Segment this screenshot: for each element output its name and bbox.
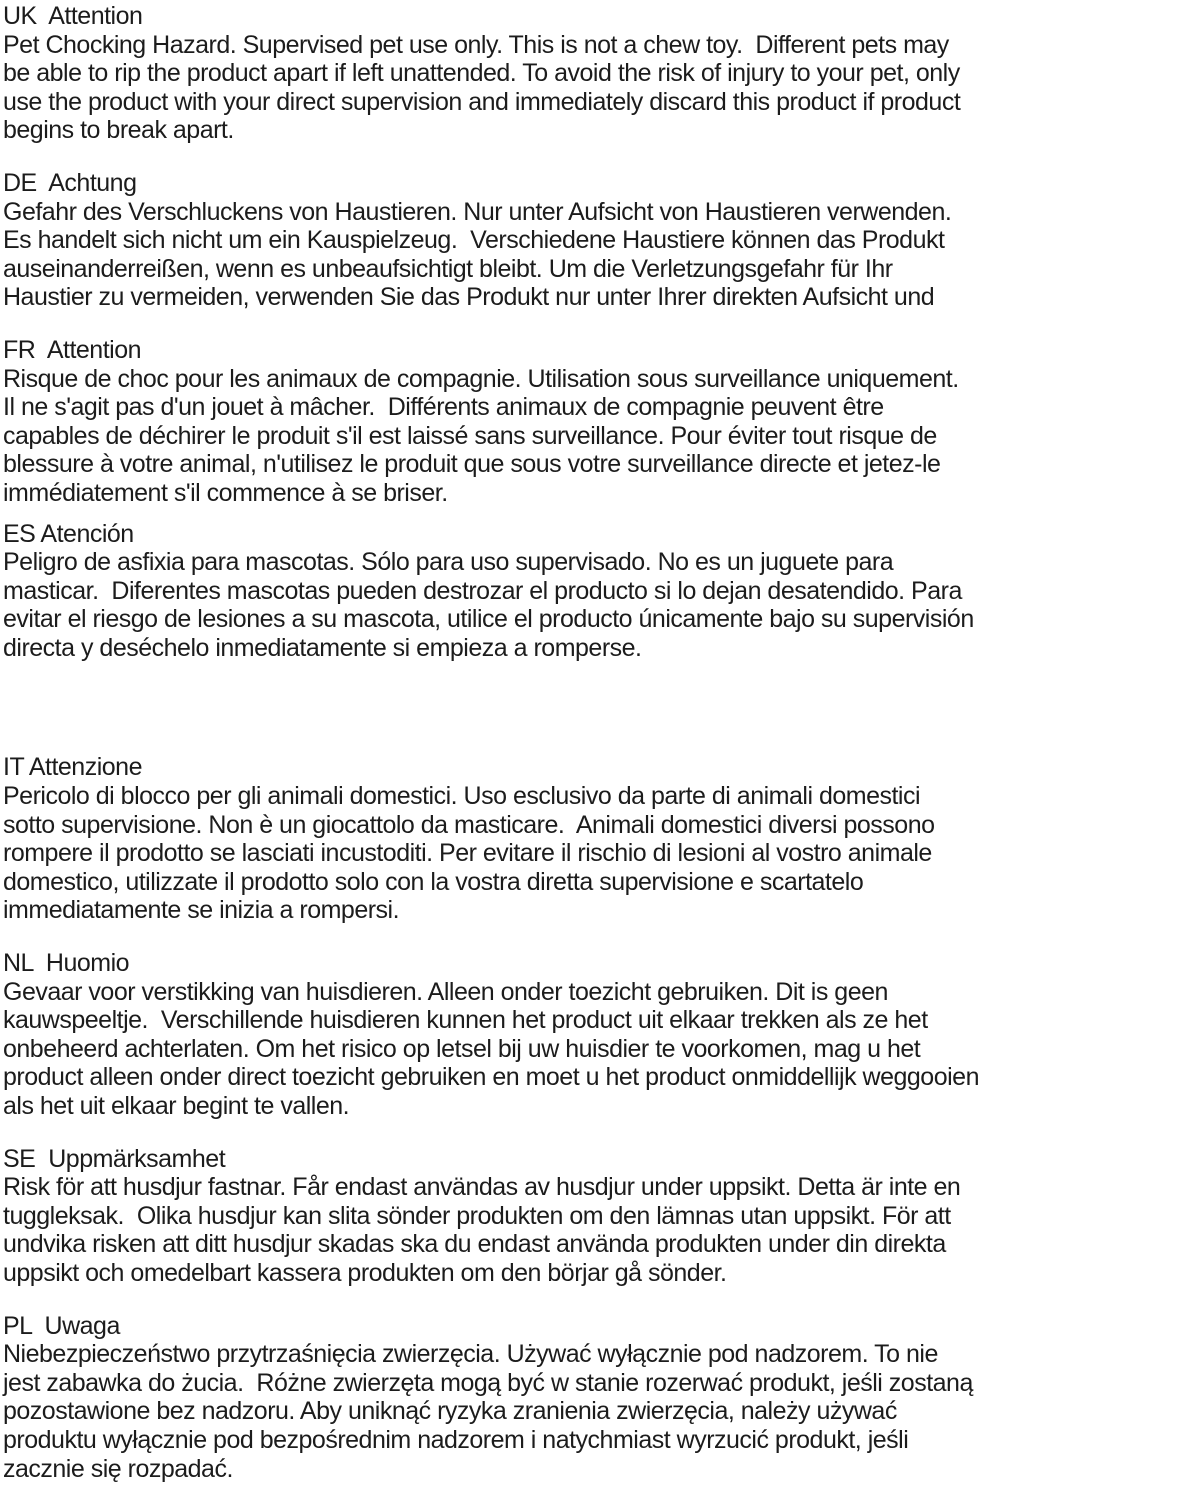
text-line: Pet Chocking Hazard. Supervised pet use only. This is not a chew toy. Different pets may xyxy=(3,30,949,59)
section-heading: FR Attention xyxy=(3,335,142,364)
text-line: begins to break apart. xyxy=(3,116,234,145)
text-line: directa y deséchelo inmediatamente si empieza a romperse. xyxy=(3,633,642,662)
text-line: domestico, utilizzate il prodotto solo con la vostra diretta supervisione e scartatelo xyxy=(3,867,864,896)
text-line: Gefahr des Verschluckens von Haustieren. Nur unter Aufsicht von Haustieren verwenden. xyxy=(3,197,952,226)
text-line: Pericolo di blocco per gli animali domestici. Uso esclusivo da parte di animali domestici xyxy=(3,782,921,811)
text-line: evitar el riesgo de lesiones a su mascota, utilice el producto únicamente bajo su supervisión xyxy=(3,605,974,634)
text-line: produktu wyłącznie pod bezpośrednim nadzorem i natychmiast wyrzucić produkt, jeśli xyxy=(3,1425,909,1454)
text-line: Peligro de asfixia para mascotas. Sólo para uso supervisado. No es un juguete para xyxy=(3,548,894,577)
text-line: Es handelt sich nicht um ein Kauspielzeug. Verschiedene Haustiere können das Produkt xyxy=(3,226,945,255)
text-line: rompere il prodotto se lasciati incustoditi. Per evitare il rischio di lesioni al vostro animale xyxy=(3,839,932,868)
section-heading: DE Achtung xyxy=(3,168,137,197)
text-line: immediatamente se inizia a rompersi. xyxy=(3,896,400,925)
text-line: Risque de choc pour les animaux de compagnie. Utilisation sous surveillance uniquement. xyxy=(3,364,959,393)
text-line: pozostawione bez nadzoru. Aby uniknąć ryzyka zranienia zwierzęcia, należy używać xyxy=(3,1397,897,1426)
text-line: be able to rip the product apart if left unattended. To avoid the risk of injury to your pet, only xyxy=(3,59,960,88)
warning-section-it xyxy=(3,753,1197,925)
text-line: Il ne s'agit pas d'un jouet à mâcher. Différents animaux de compagnie peuvent être xyxy=(3,393,884,422)
section-heading: IT Attenzione xyxy=(3,753,142,782)
text-line: Haustier zu vermeiden, verwenden Sie das Produkt nur unter Ihrer direkten Aufsicht und xyxy=(3,283,935,312)
text-line: onbeheerd achterlaten. Om het risico op letsel bij uw huisdier te voorkomen, mag u het xyxy=(3,1034,921,1063)
warning-section-nl xyxy=(3,949,1197,1121)
text-line: Risk för att husdjur fastnar. Får endast användas av husdjur under uppsikt. Detta är inte en xyxy=(3,1173,961,1202)
warning-section-fr xyxy=(3,336,1197,508)
section-heading: NL Huomio xyxy=(3,949,130,978)
text-line: Gevaar voor verstikking van huisdieren. Alleen onder toezicht gebruiken. Dit is geen xyxy=(3,977,888,1006)
text-line: jest zabawka do żucia. Różne zwierzęta mogą być w stanie rozerwać produkt, jeśli zostaną xyxy=(3,1368,973,1397)
section-heading: PL Uwaga xyxy=(3,1311,120,1340)
section-heading: UK Attention xyxy=(3,2,143,30)
warning-section-de xyxy=(3,169,1197,312)
text-line: sotto supervisione. Non è un giocattolo da masticare. Animali domestici diversi possono xyxy=(3,810,935,839)
text-line: blessure à votre animal, n'utilisez le produit que sous votre surveillance directe et jetez-le xyxy=(3,450,941,479)
text-line: undvika risken att ditt husdjur skadas ska du endast använda produkten under din direkta xyxy=(3,1230,946,1259)
text-line: masticar. Diferentes mascotas pueden destrozar el producto si lo dejan desatendido. Para xyxy=(3,576,962,605)
text-line: tuggleksak. Olika husdjur kan slita sönder produkten om den lämnas utan uppsikt. För att xyxy=(3,1201,951,1230)
text-line: uppsikt och omedelbart kassera produkten om den börjar gå sönder. xyxy=(3,1258,727,1287)
text-line: als het uit elkaar begint te vallen. xyxy=(3,1092,350,1120)
text-line: immédiatement s'il commence à se briser. xyxy=(3,478,448,507)
text-line: Niebezpieczeństwo przytrzaśnięcia zwierzęcia. Używać wyłącznie pod nadzorem. To nie xyxy=(3,1340,938,1369)
text-line: use the product with your direct supervision and immediately discard this product if product xyxy=(3,87,961,116)
text-line: zacznie się rozpadać. xyxy=(3,1454,233,1483)
warning-section-es xyxy=(3,520,1197,663)
warning-section-pl xyxy=(3,1312,1197,1484)
section-heading: SE Uppmärksamhet xyxy=(3,1144,226,1173)
text-line: kauwspeeltje. Verschillende huisdieren kunnen het product uit elkaar trekken als ze het xyxy=(3,1006,928,1035)
text-line: capables de déchirer le produit s'il est laissé sans surveillance. Pour éviter tout risque de xyxy=(3,421,937,450)
section-heading: ES Atención xyxy=(3,519,134,548)
warning-section-se xyxy=(3,1145,1197,1288)
warning-section-uk xyxy=(3,2,1197,145)
text-line: auseinanderreißen, wenn es unbeaufsichtigt bleibt. Um die Verletzungsgefahr für Ihr xyxy=(3,254,893,283)
text-line: product alleen onder direct toezicht gebruiken en moet u het product onmiddellijk weggooien xyxy=(3,1063,979,1092)
